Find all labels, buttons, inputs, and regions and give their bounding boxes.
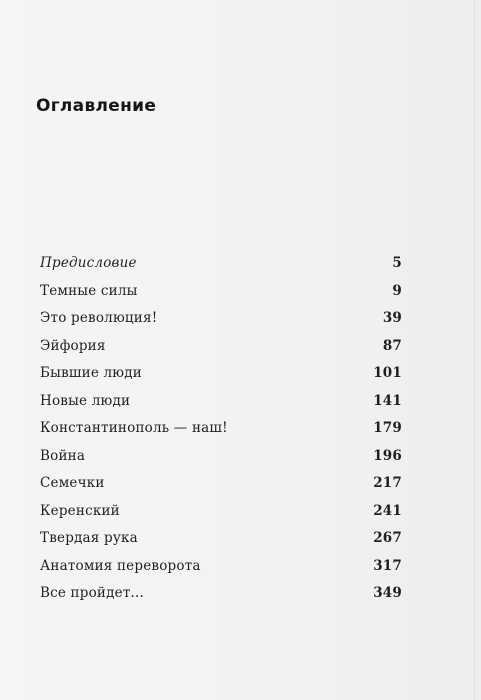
toc-entry-title: Темные силы bbox=[40, 282, 138, 299]
toc-entry-page: 196 bbox=[373, 447, 402, 464]
toc-entry[interactable] bbox=[40, 530, 402, 558]
page-edge bbox=[474, 0, 475, 700]
toc-entry[interactable] bbox=[40, 393, 402, 421]
toc-entry-page: 349 bbox=[373, 585, 402, 601]
toc-entry-page: 317 bbox=[373, 557, 402, 574]
toc-entry[interactable] bbox=[40, 310, 402, 338]
toc-entry-title: Все пройдет... bbox=[40, 585, 144, 601]
toc-entry-title: Анатомия переворота bbox=[40, 557, 201, 574]
table-of-contents bbox=[40, 255, 402, 613]
toc-entry-page: 87 bbox=[382, 337, 402, 354]
toc-entry[interactable] bbox=[40, 420, 402, 448]
toc-entry-page: 5 bbox=[392, 255, 402, 271]
toc-entry-title: Война bbox=[40, 447, 86, 464]
toc-entry-page: 39 bbox=[382, 310, 402, 326]
toc-entry[interactable] bbox=[40, 475, 402, 503]
toc-entry-title: Твердая рука bbox=[40, 530, 138, 546]
toc-entry-title: Это революция! bbox=[40, 310, 158, 326]
toc-entry-page: 179 bbox=[373, 420, 402, 436]
toc-entry-page: 9 bbox=[392, 282, 402, 299]
toc-entry[interactable] bbox=[40, 585, 402, 613]
toc-entry-title: Керенский bbox=[40, 502, 120, 519]
toc-entry-title: Бывшие люди bbox=[40, 365, 142, 381]
toc-entry-page: 101 bbox=[373, 365, 402, 381]
toc-entry[interactable] bbox=[40, 338, 402, 366]
toc-entry-page: 141 bbox=[373, 392, 402, 409]
toc-entry-title: Предисловие bbox=[40, 255, 137, 271]
toc-entry-title: Константинополь — наш! bbox=[40, 420, 228, 436]
toc-entry[interactable] bbox=[40, 503, 402, 531]
toc-entry[interactable] bbox=[40, 558, 402, 586]
toc-entry-page: 241 bbox=[373, 502, 402, 519]
toc-entry-title: Новые люди bbox=[40, 392, 131, 409]
toc-entry[interactable] bbox=[40, 365, 402, 393]
toc-entry-page: 267 bbox=[373, 530, 402, 546]
toc-entry[interactable] bbox=[40, 283, 402, 311]
toc-entry-title: Эйфория bbox=[40, 337, 106, 354]
toc-entry[interactable] bbox=[40, 448, 402, 476]
toc-entry-page: 217 bbox=[373, 475, 402, 491]
toc-entry-title: Семечки bbox=[40, 475, 105, 491]
toc-heading: Оглавление bbox=[36, 96, 157, 116]
toc-entry[interactable] bbox=[40, 255, 402, 283]
